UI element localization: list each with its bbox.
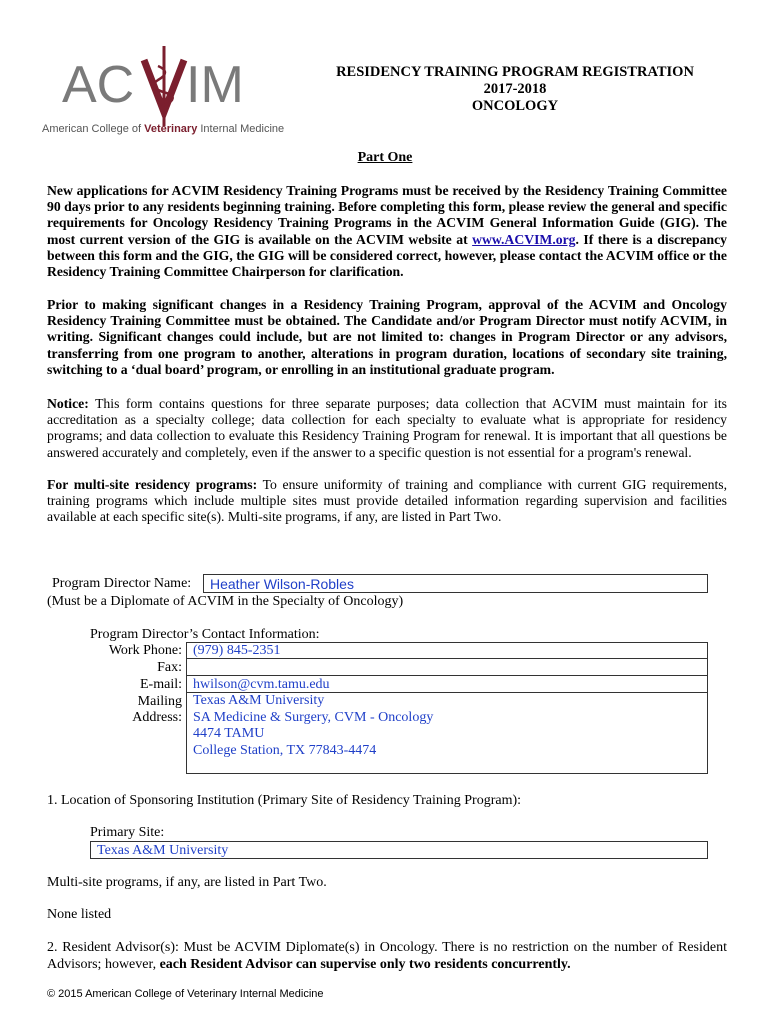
multisite-paragraph [47, 477, 727, 526]
program-director-label: Program Director Name: [52, 576, 192, 591]
header-specialty: ONCOLOGY [471, 98, 559, 114]
acvim-logo [40, 40, 300, 140]
logo-wordmark-right: IM [186, 56, 244, 114]
intro-text-continued: . If there is a discrepancy between this form and the GIG, the GIG will be considered correct, however, please contact the ACVIM office or the Residency Training Committee Chairperson for clarification. [47, 231, 727, 280]
intro-paragraph [47, 183, 727, 280]
form-header [300, 64, 730, 115]
header-year: 2017-2018 [483, 81, 547, 97]
acvim-website-link[interactable]: www.ACVIM.org [472, 231, 576, 247]
notice-text: This form contains questions for three separate purposes; data collection that ACVIM must maintain for its accreditation as a specialty college; data collection for each specialty to evaluate what is appropriate for residency programs; and data collection to evaluate this Residency Training Program for renewal. It is important that all questions be answered accurately and completely, even if the answer to a specific question is not essential for a program's renewal. [47, 396, 727, 460]
address-line-2: SA Medicine & Surgery, CVM - Oncology [193, 709, 434, 725]
question-2-intro: 2. Resident Advisor(s): Must be ACVIM Diplomate(s) in Oncology. There is no restriction on the number of Resident Advisors; however, [47, 940, 727, 972]
primary-site-label: Primary Site: [90, 825, 165, 840]
mailing-label: Mailing [137, 694, 182, 709]
copyright-footer: © 2015 American College of Veterinary Internal Medicine [47, 988, 324, 1000]
logo-subtitle: American College of Veterinary Internal Medicine [42, 123, 285, 135]
question-2-emphasis: each Resident Advisor can supervise only two residents concurrently. [159, 956, 571, 972]
header-title: RESIDENCY TRAINING PROGRAM REGISTRATION [336, 64, 694, 80]
question-1-text: 1. Location of Sponsoring Institution (Primary Site of Residency Training Program): [47, 793, 522, 808]
address-label: Address: [132, 710, 182, 725]
mailing-address-field[interactable] [186, 692, 708, 774]
notice-label: Notice: [47, 396, 89, 411]
address-line-4: College Station, TX 77843-4474 [193, 742, 377, 758]
email-label: E-mail: [140, 677, 182, 692]
question-2-text [47, 940, 727, 973]
email-field[interactable]: hwilson@cvm.tamu.edu [186, 675, 708, 693]
address-line-3: 4474 TAMU [193, 726, 265, 741]
part-title: Part One [357, 150, 413, 165]
acvim-logo-graphic [40, 40, 300, 140]
work-phone-label: Work Phone: [108, 643, 182, 658]
logo-wordmark-left: AC [62, 56, 135, 114]
diplomate-note: (Must be a Diplomate of ACVIM in the Specialty of Oncology) [47, 594, 404, 609]
multisite-text: To ensure uniformity of training and compliance with current GIG requirements, training programs which include multiple sites must provide detailed information regarding supervision and facilities available at each specific site(s). Multi-site programs, if any, are listed in Part Two. [47, 477, 727, 525]
notice-paragraph [47, 396, 727, 461]
fax-field[interactable] [186, 658, 708, 676]
changes-paragraph: Prior to making significant changes in a Residency Training Program, approval of the ACVIM and Oncology Residency Training Committee must be obtained. The Candidate and/or Program Director must notify ACVIM, in writing. Significant changes could include, but are not limited to: changes in Program Director or any advisors, transferring from one program to another, alterations in program duration, locations of secondary site training, switching to a ‘dual board’ program, or enrolling in an institutional graduate program. [47, 297, 727, 377]
none-listed: None listed [47, 907, 112, 922]
multisite-note: Multi-site programs, if any, are listed in Part Two. [47, 875, 327, 890]
address-line-1: Texas A&M University [193, 693, 325, 708]
primary-site-field[interactable]: Texas A&M University [90, 841, 708, 859]
fax-label: Fax: [157, 660, 182, 675]
work-phone-field[interactable]: (979) 845-2351 [186, 642, 708, 659]
intro-text: New applications for ACVIM Residency Training Programs must be received by the Residency Training Committee 90 days prior to any residents beginning training. Before completing this form, please review the general and specific requirements for Oncology Residency Training Programs in the ACVIM General Information Guide (GIG). The most current version of the GIG is available on the ACVIM website at [47, 183, 727, 247]
multisite-label: For multi-site residency programs: [47, 477, 258, 492]
contact-heading: Program Director’s Contact Information: [90, 627, 320, 642]
program-director-field[interactable]: Heather Wilson-Robles [203, 574, 708, 593]
